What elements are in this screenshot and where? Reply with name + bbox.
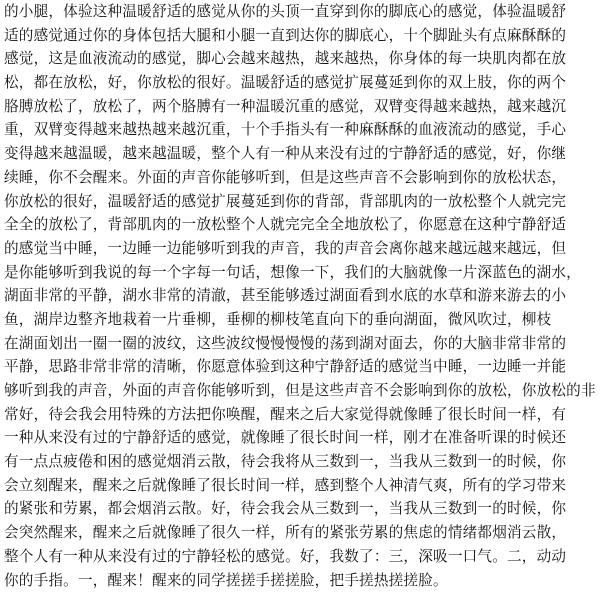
text-line: 你的手指。一，醒来！醒来的同学搓搓手搓搓脸，把手搓热搓搓脸。 bbox=[4, 569, 598, 592]
text-line: 常好，待会我会用特殊的方法把你唤醒，醒来之后大家觉得就像睡了很长时间一样，有 bbox=[4, 403, 598, 427]
text-line: 会突然醒来，醒来之后就像睡了很久一样，所有的紧张劳累的焦虑的情绪都烟消云散， bbox=[4, 521, 598, 545]
text-line: 一种从来没有过的宁静舒适的感觉，就像睡了很长时间一样，刚才在准备听课的时候还 bbox=[4, 426, 598, 450]
text-line: 的小腿，体验这种温暖舒适的感觉从你的头顶一直穿到你的脚底心的感觉，体验温暖舒 bbox=[4, 0, 598, 24]
text-line: 湖面非常的平静，湖水非常的清澈，甚至能够透过湖面看到水底的水草和游来游去的小 bbox=[4, 284, 598, 308]
text-line: 胳膊放松了，放松了，两个胳膊有一种温暖沉重的感觉，双臂变得越来越热，越来越沉 bbox=[4, 95, 598, 119]
text-line: 鱼，湖岸边整齐地栽着一片垂柳，垂柳的柳枝笔直向下的垂向湖面，微风吹过，柳枝 bbox=[4, 308, 598, 332]
text-line: 在湖面划出一圈一圈的波纹，这些波纹慢慢慢慢的荡到湖对面去，你的大脑非常非常的 bbox=[4, 332, 598, 356]
text-line: 变得越来越温暖，越来越温暖，整个人有一种从来没有过的宁静舒适的感觉，好，你继 bbox=[4, 142, 598, 166]
text-line: 感觉，这是血液流动的感觉，脚心会越来越热，越来越热，你身体的每一块肌肉都在放 bbox=[4, 47, 598, 71]
text-line: 够听到我的声音，外面的声音你能够听到，但是这些声音不会影响到你的放松，你放松的非 bbox=[4, 379, 598, 403]
text-line: 你放松的很好，温暖舒适的感觉扩展蔓延到你的背部，背部肌肉的一放松整个人就完完 bbox=[4, 190, 598, 214]
text-line: 会立刻醒来，醒来之后就像睡了很长时间一样，感到整个人神清气爽，所有的学习带来 bbox=[4, 474, 598, 498]
text-line: 平静，思路非常非常的清晰，你愿意体验到这种宁静舒适的感觉当中睡，一边睡一并能 bbox=[4, 355, 598, 379]
text-line: 的感觉当中睡，一边睡一边能够听到我的声音，我的声音会离你越来越远越来越远，但 bbox=[4, 237, 598, 261]
text-line: 的紧张和劳累，都会烟消云散。好，待会我会从三数到一，当我从三数到一的时候，你 bbox=[4, 497, 598, 521]
text-line: 有一点点疲倦和困的感觉烟消云散，待会我将从三数到一，当我从三数到一的时候，你 bbox=[4, 450, 598, 474]
text-line: 是你能够听到我说的每一个字每一句话，想像一下，我们的大脑就像一片深蓝色的湖水， bbox=[4, 261, 598, 285]
text-line: 松，都在放松，好，你放松的很好。温暖舒适的感觉扩展蔓延到你的双上肢，你的两个 bbox=[4, 71, 598, 95]
text-line: 整个人有一种从来没有过的宁静轻松的感觉。好，我数了：三，深吸一口气。二，动动 bbox=[4, 545, 598, 569]
body-text bbox=[4, 0, 598, 592]
text-line: 全全的放松了，背部肌肉的一放松整个人就完完全全地放松了，你愿意在这种宁静舒适 bbox=[4, 213, 598, 237]
text-line: 适的感觉通过你的身体包括大腿和小腿一直到达你的脚底心，十个脚趾头有点麻酥酥的 bbox=[4, 24, 598, 48]
text-line: 重，双臂变得越来越热越来越沉重，十个手指头有一种麻酥酥的血液流动的感觉，手心 bbox=[4, 118, 598, 142]
text-line: 续睡，你不会醒来。外面的声音你能够听到，但是这些声音不会影响到你的放松状态， bbox=[4, 166, 598, 190]
